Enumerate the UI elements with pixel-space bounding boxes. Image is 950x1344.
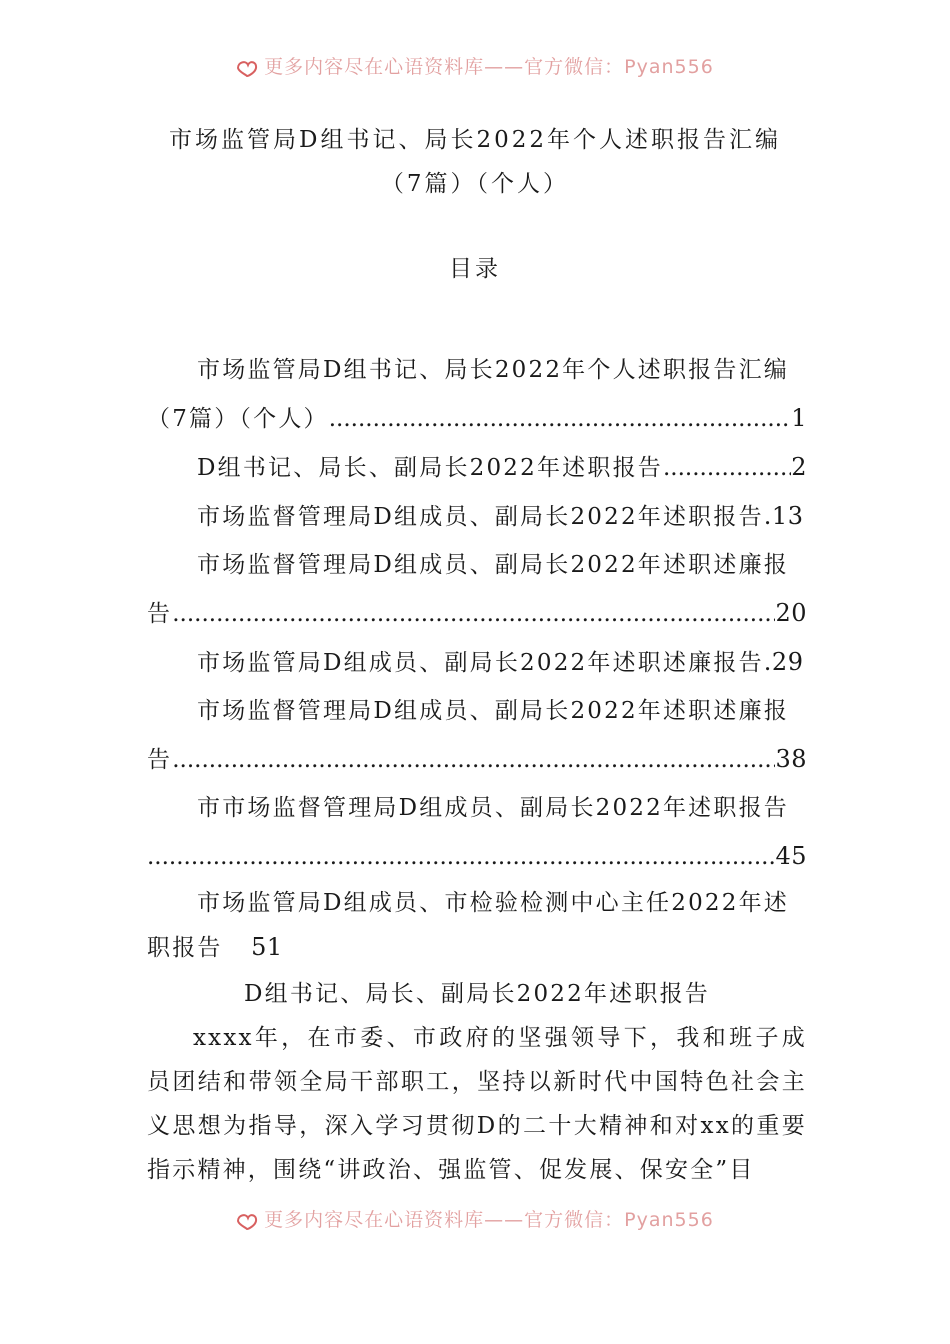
toc-entry[interactable]: 市场监管局D组书记、局长2022年个人述职报告汇编 （7篇）（个人） ..... 1: [147, 346, 807, 443]
watermark-top: [0, 50, 950, 84]
page-number: 2: [791, 453, 807, 481]
page-number: .29: [763, 648, 804, 676]
toc-heading: 目录: [449, 256, 501, 282]
section-title: D组书记、局长、副局长2022年述职报告: [244, 981, 710, 1007]
report-section: [147, 972, 807, 1192]
logo-icon: [236, 59, 258, 77]
page-number: 51: [251, 933, 283, 961]
logo-icon: [236, 1212, 258, 1230]
toc-entry[interactable]: 市市场监督管理局D组成员、副局长2022年述职报告 ..... 45: [147, 784, 807, 881]
table-of-contents: [147, 346, 807, 970]
toc-entry[interactable]: 市场监督管理局D组成员、副局长2022年述职述廉报 告 ..... 38: [147, 687, 807, 784]
toc-entry[interactable]: 市场监管局D组成员、副局长2022年述职述廉报告 .29: [147, 638, 807, 687]
watermark-bottom: [0, 1203, 950, 1237]
page-number: .13: [763, 502, 804, 530]
page-number: 45: [775, 842, 807, 870]
toc-entry[interactable]: 市场监督管理局D组成员、副局长2022年述职报告 .13: [147, 492, 807, 541]
document-title: 市场监管局D组书记、局长2022年个人述职报告汇编（7篇）（个人）: [169, 127, 781, 197]
body-paragraph: xxxx年，在市委、市政府的坚强领导下，我和班子成员团结和带领全局干部职工，坚持以新时代中国特色社会主义思想为指导，深入学习贯彻D的二十大精神和对xx的重要指示精神，围绕“讲政治、强监管、促发展、保安全”目: [147, 1025, 807, 1183]
page-number: 1: [791, 404, 807, 432]
page-number: 38: [775, 745, 807, 773]
toc-entry[interactable]: 市场监督管理局D组成员、副局长2022年述职述廉报 告 ..... 20: [147, 541, 807, 638]
toc-entry[interactable]: D组书记、局长、副局长2022年述职报告 ..... 2: [147, 443, 807, 492]
watermark-text: 更多内容尽在心语资料库——官方微信：Pyan556: [264, 56, 714, 78]
watermark-text: 更多内容尽在心语资料库——官方微信：Pyan556: [264, 1209, 714, 1231]
toc-entry[interactable]: 市场监管局D组成员、市检验检测中心主任2022年述 职报告 51: [147, 890, 789, 961]
page-number: 20: [775, 599, 807, 627]
